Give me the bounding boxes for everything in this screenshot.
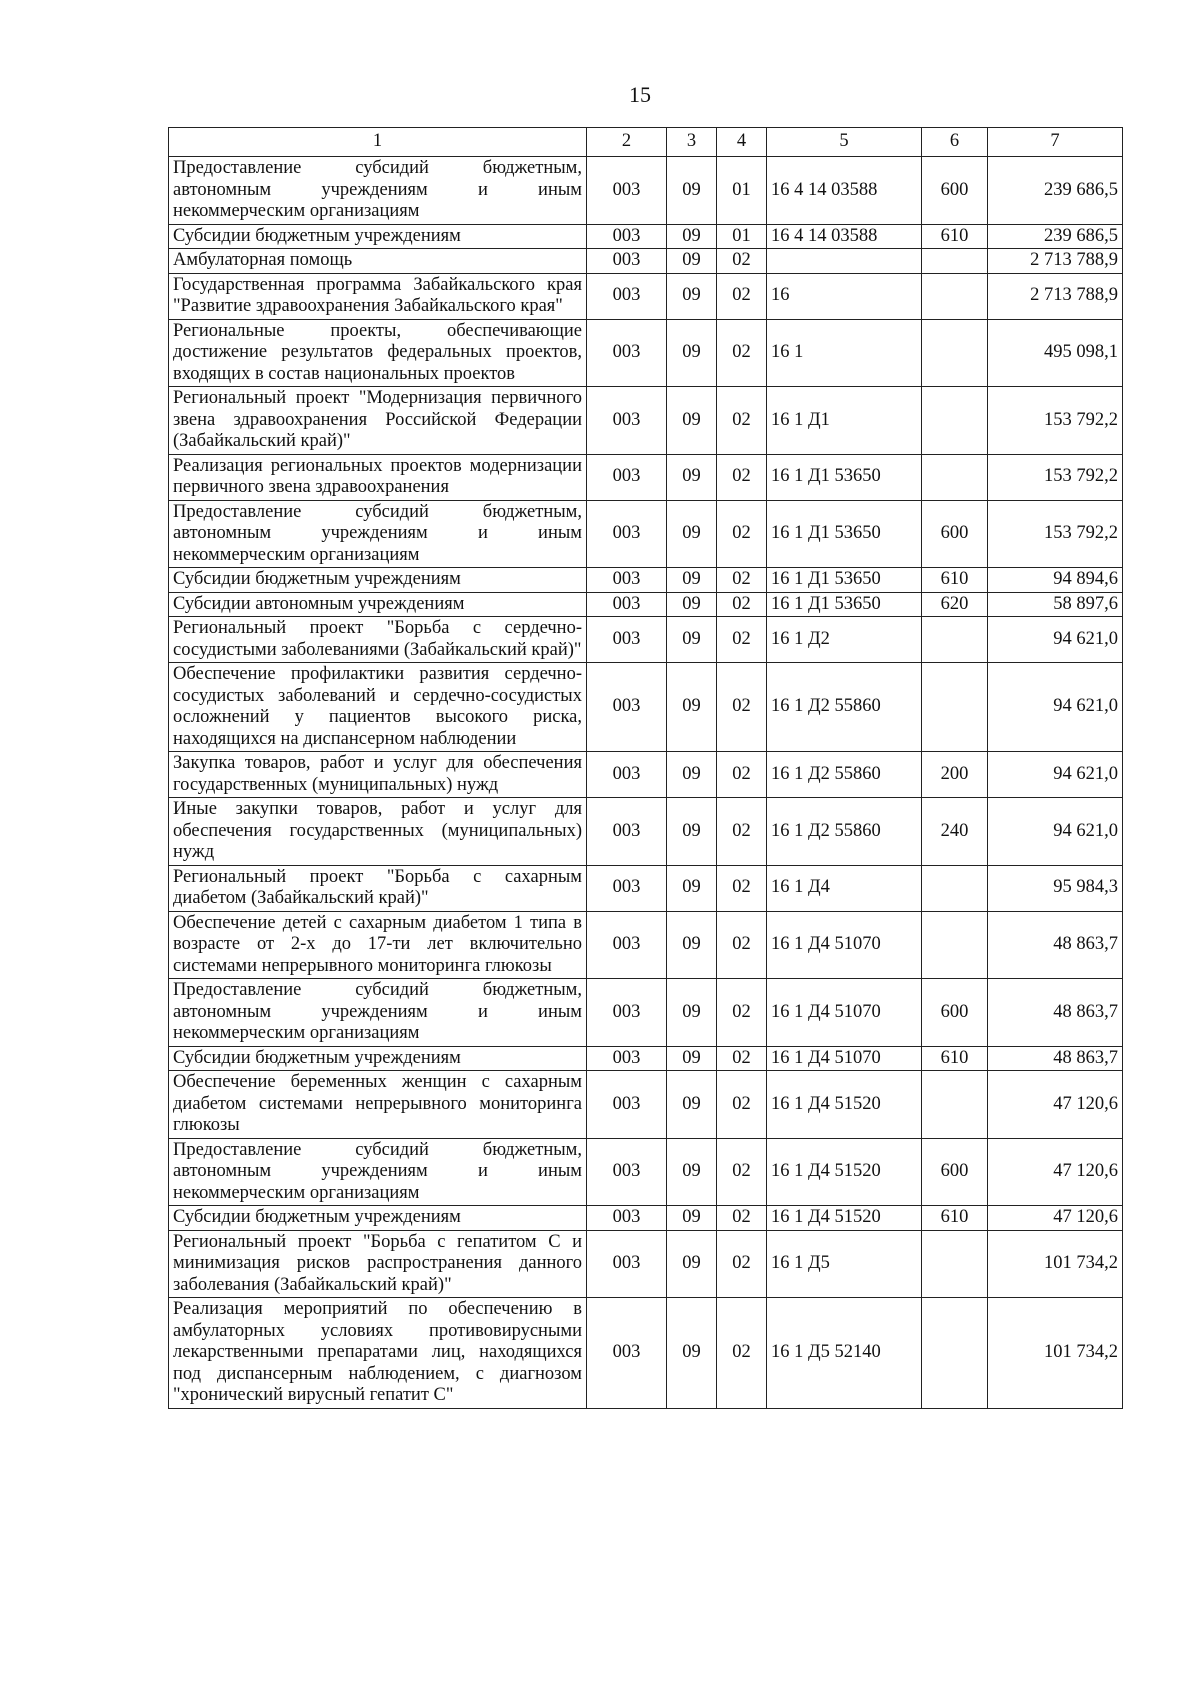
target-article-cell: 16 1 Д5 [767,1230,922,1298]
ministry-code-cell: 003 [587,592,667,617]
ministry-code-cell: 003 [587,663,667,752]
subsection-code-cell: 02 [717,798,767,866]
section-code-cell: 09 [667,865,717,911]
expense-type-cell [922,273,988,319]
target-article-cell: 16 1 Д4 51070 [767,979,922,1047]
expense-type-cell: 600 [922,979,988,1047]
row-name-cell: Реализация региональных проектов модернизации первичного звена здравоохранения [169,454,587,500]
subsection-code-cell: 02 [717,1230,767,1298]
section-code-cell: 09 [667,592,717,617]
target-article-cell: 16 [767,273,922,319]
amount-cell: 2 713 788,9 [988,249,1123,274]
row-name-cell: Субсидии бюджетным учреждениям [169,1046,587,1071]
column-header: 1 [169,128,587,157]
target-article-cell: 16 1 Д4 [767,865,922,911]
table-row [169,387,1123,455]
expense-type-cell [922,249,988,274]
row-name-cell: Региональный проект "Борьба с сердечно-сосудистыми заболеваниями (Забайкальский край)" [169,617,587,663]
table-row [169,979,1123,1047]
subsection-code-cell: 02 [717,1138,767,1206]
table-row [169,249,1123,274]
amount-cell: 95 984,3 [988,865,1123,911]
table-row [169,752,1123,798]
expense-type-cell [922,1298,988,1409]
table-row [169,568,1123,593]
amount-cell: 495 098,1 [988,319,1123,387]
table-row [169,798,1123,866]
target-article-cell: 16 1 Д1 53650 [767,568,922,593]
column-header: 3 [667,128,717,157]
target-article-cell: 16 1 Д5 52140 [767,1298,922,1409]
section-code-cell: 09 [667,387,717,455]
section-code-cell: 09 [667,454,717,500]
subsection-code-cell: 02 [717,500,767,568]
amount-cell: 101 734,2 [988,1230,1123,1298]
amount-cell: 239 686,5 [988,157,1123,225]
target-article-cell: 16 1 Д2 55860 [767,798,922,866]
section-code-cell: 09 [667,157,717,225]
ministry-code-cell: 003 [587,387,667,455]
amount-cell: 101 734,2 [988,1298,1123,1409]
amount-cell: 239 686,5 [988,224,1123,249]
target-article-cell: 16 1 Д1 53650 [767,592,922,617]
row-name-cell: Региональный проект "Борьба с сахарным диабетом (Забайкальский край)" [169,865,587,911]
target-article-cell: 16 4 14 03588 [767,157,922,225]
row-name-cell: Иные закупки товаров, работ и услуг для обеспечения государственных (муниципальных) нужд [169,798,587,866]
ministry-code-cell: 003 [587,157,667,225]
table-row [169,1138,1123,1206]
section-code-cell: 09 [667,224,717,249]
row-name-cell: Амбулаторная помощь [169,249,587,274]
expense-type-cell: 610 [922,224,988,249]
table-row [169,592,1123,617]
ministry-code-cell: 003 [587,454,667,500]
table-row [169,663,1123,752]
target-article-cell: 16 1 Д4 51070 [767,1046,922,1071]
table-row [169,1298,1123,1409]
amount-cell: 94 621,0 [988,617,1123,663]
ministry-code-cell: 003 [587,568,667,593]
subsection-code-cell: 01 [717,157,767,225]
target-article-cell: 16 1 Д4 51070 [767,911,922,979]
column-header: 7 [988,128,1123,157]
row-name-cell: Субсидии бюджетным учреждениям [169,568,587,593]
subsection-code-cell: 02 [717,387,767,455]
expense-type-cell: 600 [922,1138,988,1206]
expense-type-cell: 600 [922,157,988,225]
expense-type-cell [922,1071,988,1139]
section-code-cell: 09 [667,1071,717,1139]
target-article-cell: 16 1 Д2 55860 [767,752,922,798]
target-article-cell: 16 1 Д4 51520 [767,1206,922,1231]
expense-type-cell [922,387,988,455]
table-header-row [169,128,1123,157]
subsection-code-cell: 02 [717,1206,767,1231]
row-name-cell: Обеспечение профилактики развития сердечно-сосудистых заболеваний и сердечно-сосудистых осложнений у пациентов высокого риска, находящихся на диспансерном наблюдении [169,663,587,752]
amount-cell: 47 120,6 [988,1071,1123,1139]
subsection-code-cell: 02 [717,617,767,663]
ministry-code-cell: 003 [587,1298,667,1409]
expense-type-cell [922,911,988,979]
page-number: 15 [629,82,651,107]
subsection-code-cell: 02 [717,568,767,593]
amount-cell: 94 621,0 [988,798,1123,866]
expense-type-cell [922,617,988,663]
table-row [169,454,1123,500]
section-code-cell: 09 [667,249,717,274]
ministry-code-cell: 003 [587,1046,667,1071]
amount-cell: 153 792,2 [988,500,1123,568]
expense-type-cell [922,1230,988,1298]
subsection-code-cell: 02 [717,865,767,911]
subsection-code-cell: 02 [717,752,767,798]
table-row [169,157,1123,225]
target-article-cell: 16 4 14 03588 [767,224,922,249]
row-name-cell: Обеспечение беременных женщин с сахарным диабетом системами непрерывного мониторинга глюкозы [169,1071,587,1139]
budget-table [168,127,1123,1409]
table-row [169,500,1123,568]
amount-cell: 48 863,7 [988,911,1123,979]
section-code-cell: 09 [667,663,717,752]
section-code-cell: 09 [667,617,717,663]
ministry-code-cell: 003 [587,1230,667,1298]
subsection-code-cell: 01 [717,224,767,249]
subsection-code-cell: 02 [717,1298,767,1409]
section-code-cell: 09 [667,979,717,1047]
target-article-cell [767,249,922,274]
amount-cell: 58 897,6 [988,592,1123,617]
row-name-cell: Государственная программа Забайкальского края "Развитие здравоохранения Забайкальского края" [169,273,587,319]
amount-cell: 94 621,0 [988,663,1123,752]
subsection-code-cell: 02 [717,1071,767,1139]
amount-cell: 48 863,7 [988,1046,1123,1071]
amount-cell: 94 621,0 [988,752,1123,798]
table-row [169,273,1123,319]
target-article-cell: 16 1 Д1 [767,387,922,455]
amount-cell: 47 120,6 [988,1138,1123,1206]
row-name-cell: Обеспечение детей с сахарным диабетом 1 типа в возрасте от 2-х до 17-ти лет включительно системами непрерывного мониторинга глюкозы [169,911,587,979]
ministry-code-cell: 003 [587,1138,667,1206]
target-article-cell: 16 1 Д2 [767,617,922,663]
expense-type-cell: 610 [922,1206,988,1231]
section-code-cell: 09 [667,273,717,319]
row-name-cell: Региональный проект "Борьба с гепатитом С и минимизация рисков распространения данного заболевания (Забайкальский край)" [169,1230,587,1298]
column-header: 5 [767,128,922,157]
section-code-cell: 09 [667,500,717,568]
ministry-code-cell: 003 [587,979,667,1047]
column-header: 2 [587,128,667,157]
column-header: 6 [922,128,988,157]
subsection-code-cell: 02 [717,319,767,387]
ministry-code-cell: 003 [587,249,667,274]
section-code-cell: 09 [667,1138,717,1206]
expense-type-cell [922,865,988,911]
subsection-code-cell: 02 [717,1046,767,1071]
row-name-cell: Предоставление субсидий бюджетным, автономным учреждениям и иным некоммерческим организациям [169,979,587,1047]
target-article-cell: 16 1 [767,319,922,387]
section-code-cell: 09 [667,752,717,798]
ministry-code-cell: 003 [587,1206,667,1231]
target-article-cell: 16 1 Д1 53650 [767,454,922,500]
subsection-code-cell: 02 [717,592,767,617]
amount-cell: 94 894,6 [988,568,1123,593]
expense-type-cell: 620 [922,592,988,617]
amount-cell: 2 713 788,9 [988,273,1123,319]
table-row [169,1230,1123,1298]
table-row [169,319,1123,387]
row-name-cell: Предоставление субсидий бюджетным, автономным учреждениям и иным некоммерческим организациям [169,157,587,225]
row-name-cell: Закупка товаров, работ и услуг для обеспечения государственных (муниципальных) нужд [169,752,587,798]
row-name-cell: Субсидии автономным учреждениям [169,592,587,617]
expense-type-cell: 600 [922,500,988,568]
amount-cell: 153 792,2 [988,454,1123,500]
subsection-code-cell: 02 [717,273,767,319]
ministry-code-cell: 003 [587,617,667,663]
ministry-code-cell: 003 [587,911,667,979]
ministry-code-cell: 003 [587,319,667,387]
table-row [169,1071,1123,1139]
expense-type-cell: 610 [922,1046,988,1071]
expense-type-cell: 200 [922,752,988,798]
table-row [169,617,1123,663]
row-name-cell: Предоставление субсидий бюджетным, автономным учреждениям и иным некоммерческим организациям [169,1138,587,1206]
section-code-cell: 09 [667,1046,717,1071]
row-name-cell: Субсидии бюджетным учреждениям [169,224,587,249]
subsection-code-cell: 02 [717,663,767,752]
expense-type-cell [922,663,988,752]
target-article-cell: 16 1 Д4 51520 [767,1071,922,1139]
ministry-code-cell: 003 [587,1071,667,1139]
expense-type-cell [922,319,988,387]
target-article-cell: 16 1 Д4 51520 [767,1138,922,1206]
section-code-cell: 09 [667,1206,717,1231]
section-code-cell: 09 [667,568,717,593]
row-name-cell: Реализация мероприятий по обеспечению в амбулаторных условиях противовирусными лекарственными препаратами лиц, находящихся под диспансерным наблюдением, с диагнозом "хронический вирусный гепатит С" [169,1298,587,1409]
table-row [169,224,1123,249]
amount-cell: 47 120,6 [988,1206,1123,1231]
ministry-code-cell: 003 [587,752,667,798]
table-row [169,865,1123,911]
section-code-cell: 09 [667,798,717,866]
row-name-cell: Предоставление субсидий бюджетным, автономным учреждениям и иным некоммерческим организациям [169,500,587,568]
amount-cell: 153 792,2 [988,387,1123,455]
target-article-cell: 16 1 Д1 53650 [767,500,922,568]
section-code-cell: 09 [667,911,717,979]
subsection-code-cell: 02 [717,911,767,979]
section-code-cell: 09 [667,1230,717,1298]
expense-type-cell [922,454,988,500]
table-row [169,1046,1123,1071]
expense-type-cell: 610 [922,568,988,593]
section-code-cell: 09 [667,1298,717,1409]
ministry-code-cell: 003 [587,798,667,866]
ministry-code-cell: 003 [587,224,667,249]
table-body [169,157,1123,1409]
subsection-code-cell: 02 [717,454,767,500]
amount-cell: 48 863,7 [988,979,1123,1047]
expense-type-cell: 240 [922,798,988,866]
column-header: 4 [717,128,767,157]
ministry-code-cell: 003 [587,865,667,911]
ministry-code-cell: 003 [587,500,667,568]
section-code-cell: 09 [667,319,717,387]
row-name-cell: Субсидии бюджетным учреждениям [169,1206,587,1231]
row-name-cell: Региональный проект "Модернизация первичного звена здравоохранения Российской Федерации (Забайкальский край)" [169,387,587,455]
target-article-cell: 16 1 Д2 55860 [767,663,922,752]
ministry-code-cell: 003 [587,273,667,319]
table-row [169,911,1123,979]
subsection-code-cell: 02 [717,249,767,274]
subsection-code-cell: 02 [717,979,767,1047]
table-row [169,1206,1123,1231]
row-name-cell: Региональные проекты, обеспечивающие достижение результатов федеральных проектов, входящих в состав национальных проектов [169,319,587,387]
